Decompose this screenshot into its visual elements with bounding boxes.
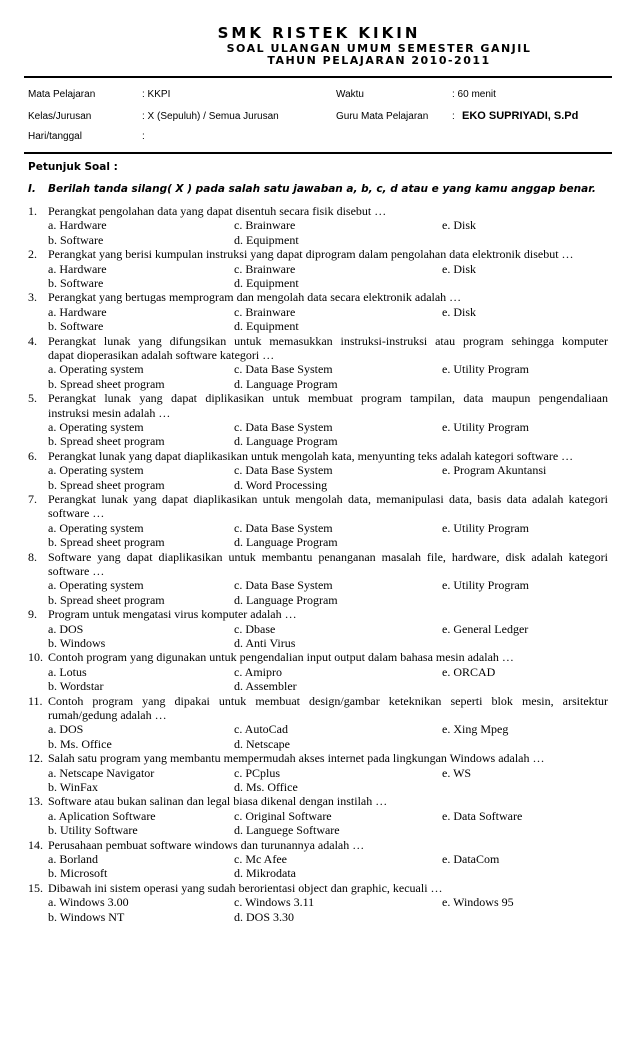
question-text: instruksi mesin adalah … [48,405,171,420]
option-b[interactable]: b. Spread sheet program [48,434,165,449]
date-label: Hari/tanggal [28,131,82,142]
option-a[interactable]: a. Hardware [48,218,107,233]
option-c[interactable]: c. Data Base System [234,420,333,434]
question-text: Dibawah ini sistem operasi yang sudah berorientasi object dan graphic, kecuali … [48,880,443,895]
option-b[interactable]: b. WinFax [48,780,98,794]
option-d[interactable]: d. Language Program [234,434,338,449]
option-b[interactable]: b. Spread sheet program [48,535,165,550]
question-text: Perangkat lunak yang dapat diaplikasikan untuk mengolah kata, menyunting teks adalah kategori software … [48,448,574,463]
option-b[interactable]: b. Software [48,276,104,290]
option-d[interactable]: d. Equipment [234,319,299,334]
academic-year: TAHUN PELAJARAN 2010-2011 [267,54,491,67]
option-d[interactable]: d. Equipment [234,276,299,290]
question-number: 7. [28,492,37,506]
subject-label: Mata Pelajaran [28,89,96,100]
option-e[interactable]: e. Xing Mpeg [442,722,509,737]
question-number: 1. [28,204,37,218]
option-b[interactable]: b. Software [48,319,104,334]
option-c[interactable]: c. Windows 3.11 [234,895,315,910]
option-c[interactable]: c. PCplus [234,765,281,780]
question-number: 14. [28,837,43,852]
option-e[interactable]: e. Disk [442,261,476,276]
option-b[interactable]: b. Windows [48,636,106,650]
option-d[interactable]: d. DOS 3.30 [234,909,295,924]
question-text: software … [48,506,105,521]
option-b[interactable]: b. Spread sheet program [48,477,165,492]
exam-info-box [24,76,612,154]
teacher-label: Guru Mata Pelajaran [336,111,429,122]
question-text: software … [48,564,105,578]
option-e[interactable]: e. Disk [442,304,476,319]
option-c[interactable]: c. Mc Afee [234,852,287,866]
option-d[interactable]: d. Language Program [234,535,338,550]
option-d[interactable]: d. Language Program [234,592,338,607]
section-number: I. [28,183,36,195]
option-e[interactable]: e. Program Akuntansi [442,463,547,478]
option-e[interactable]: e. Utility Program [442,578,529,593]
question-text: Program untuk mengatasi virus komputer adalah … [48,607,297,622]
question-text: rumah/gedung adalah … [48,708,167,722]
question-number: 13. [28,794,43,809]
option-c[interactable]: c. Original Software [234,808,332,823]
exam-title: SOAL ULANGAN UMUM SEMESTER GANJIL [226,42,532,55]
question-number: 3. [28,290,37,305]
option-b[interactable]: b. Wordstar [48,679,104,694]
question-text: Perangkat lunak yang dapat diplikasikan untuk membuat program tampilan, data maupun pengendaliaan [48,391,608,406]
option-a[interactable]: a. Netscape Navigator [48,765,155,780]
option-d[interactable]: d. Ms. Office [234,780,298,794]
option-b[interactable]: b. Ms. Office [48,736,112,751]
option-b[interactable]: b. Microsoft [48,866,108,881]
option-c[interactable]: c. Data Base System [234,463,333,478]
option-a[interactable]: a. Operating system [48,420,144,434]
subject-value: : KKPI [142,89,171,100]
option-e[interactable]: e. General Ledger [442,621,529,636]
option-b[interactable]: b. Software [48,232,104,247]
option-c[interactable]: c. Amipro [234,664,282,679]
option-d[interactable]: d. Mikrodata [234,866,296,881]
school-name: SMK RISTEK KIKIN [217,24,421,42]
time-label: Waktu [336,89,364,100]
question-text: dapat dioperasikan adalah software kategori … [48,348,275,362]
option-c[interactable]: c. Data Base System [234,362,333,377]
teacher-colon: : [452,111,455,122]
option-b[interactable]: b. Spread sheet program [48,592,165,607]
option-c[interactable]: c. Brainware [234,261,296,276]
time-value: : 60 menit [452,89,496,100]
option-e[interactable]: e. Windows 95 [442,895,514,910]
option-d[interactable]: d. Language Program [234,376,338,391]
option-c[interactable]: c. Brainware [234,304,296,319]
question-text: Salah satu program yang membantu mempermudah akses internet pada lingkungan Windows adalah … [48,751,545,766]
option-e[interactable]: e. Data Software [442,808,523,823]
question-number: 8. [28,549,37,564]
question-text: Software yang dapat diaplikasikan untuk membantu penanganan masalah file, hardware, disk adalah kategori [48,549,608,564]
question-number: 12. [28,751,43,766]
section-text: Berilah tanda silang( X ) pada salah satu jawaban a, b, c, d atau e yang kamu anggap benar. [48,183,596,195]
question-text: Perangkat yang bertugas memprogram dan mengolah data secara elektronik adalah … [48,290,462,305]
option-e[interactable]: e. Utility Program [442,420,529,434]
option-a[interactable]: a. Hardware [48,261,107,276]
option-e[interactable]: e. Utility Program [442,362,529,377]
option-a[interactable]: a. DOS [48,621,84,636]
question-number: 15. [28,880,43,895]
option-b[interactable]: b. Windows NT [48,909,125,924]
option-e[interactable]: e. WS [442,765,472,780]
option-c[interactable]: c. Dbase [234,621,276,636]
date-value: : [142,131,145,142]
option-b[interactable]: b. Utility Software [48,823,138,838]
question-text: Perangkat pengolahan data yang dapat disentuh secara fisik disebut … [48,204,387,218]
question-number: 6. [28,448,37,463]
question-number: 10. [28,650,43,665]
option-a[interactable]: a. Operating system [48,520,144,535]
question-number: 9. [28,607,37,622]
class-value: : X (Sepuluh) / Semua Jurusan [142,111,279,122]
option-d[interactable]: d. Netscape [234,736,290,751]
option-c[interactable]: c. AutoCad [234,722,288,737]
instructions-heading: Petunjuk Soal : [28,161,118,173]
option-a[interactable]: a. Operating system [48,362,144,377]
option-a[interactable]: a. Borland [48,852,98,866]
teacher-name: EKO SUPRIYADI, S.Pd [462,110,579,122]
option-d[interactable]: d. Assembler [234,679,297,694]
question-number: 5. [28,391,37,406]
option-a[interactable]: a. Operating system [48,578,144,593]
option-a[interactable]: a. Windows 3.00 [48,895,129,910]
option-e[interactable]: e. DataCom [442,852,500,866]
option-e[interactable]: e. Disk [442,218,476,233]
class-label: Kelas/Jurusan [28,111,92,122]
option-c[interactable]: c. Data Base System [234,578,333,593]
option-d[interactable]: d. Word Processing [234,477,328,492]
question-number: 11. [28,693,43,708]
question-text: Perangkat yang berisi kumpulan instruksi yang dapat diprogram dalam pengolahan data elektronik disebut … [48,247,574,262]
option-e[interactable]: e. Utility Program [442,520,529,535]
option-e[interactable]: e. ORCAD [442,664,496,679]
option-d[interactable]: d. Anti Virus [234,636,296,650]
option-c[interactable]: c. Data Base System [234,520,333,535]
question-text: Software atau bukan salinan dan legal biasa dikenal dengan instilah … [48,794,388,809]
question-text: Perusahaan pembuat software windows dan turunannya adalah … [48,837,365,852]
section-instruction [28,183,596,195]
option-a[interactable]: a. Hardware [48,304,107,319]
option-a[interactable]: a. Aplication Software [48,808,156,823]
question-number: 2. [28,247,37,262]
question-number: 4. [28,333,37,348]
option-a[interactable]: a. Lotus [48,664,87,679]
option-a[interactable]: a. Operating system [48,463,144,478]
question-text: Perangkat lunak yang difungsikan untuk memasukkan instruksi-instruksi atau program sehingga komputer [48,333,608,348]
question-text: Contoh program yang digunakan untuk pengendalian input output dalam bahasa mesin adalah … [48,650,514,665]
option-d[interactable]: d. Languege Software [234,823,340,838]
option-a[interactable]: a. DOS [48,722,84,737]
option-b[interactable]: b. Spread sheet program [48,376,165,391]
option-d[interactable]: d. Equipment [234,232,299,247]
question-text: Contoh program yang dipakai untuk membuat design/gambar keteknikan seperti blok mesin, arsitektur [48,693,608,708]
option-c[interactable]: c. Brainware [234,218,296,233]
question-text: Perangkat lunak yang dapat diaplikasikan untuk mengolah data, memanipulasi data, basis data adalah kategori [48,492,608,506]
